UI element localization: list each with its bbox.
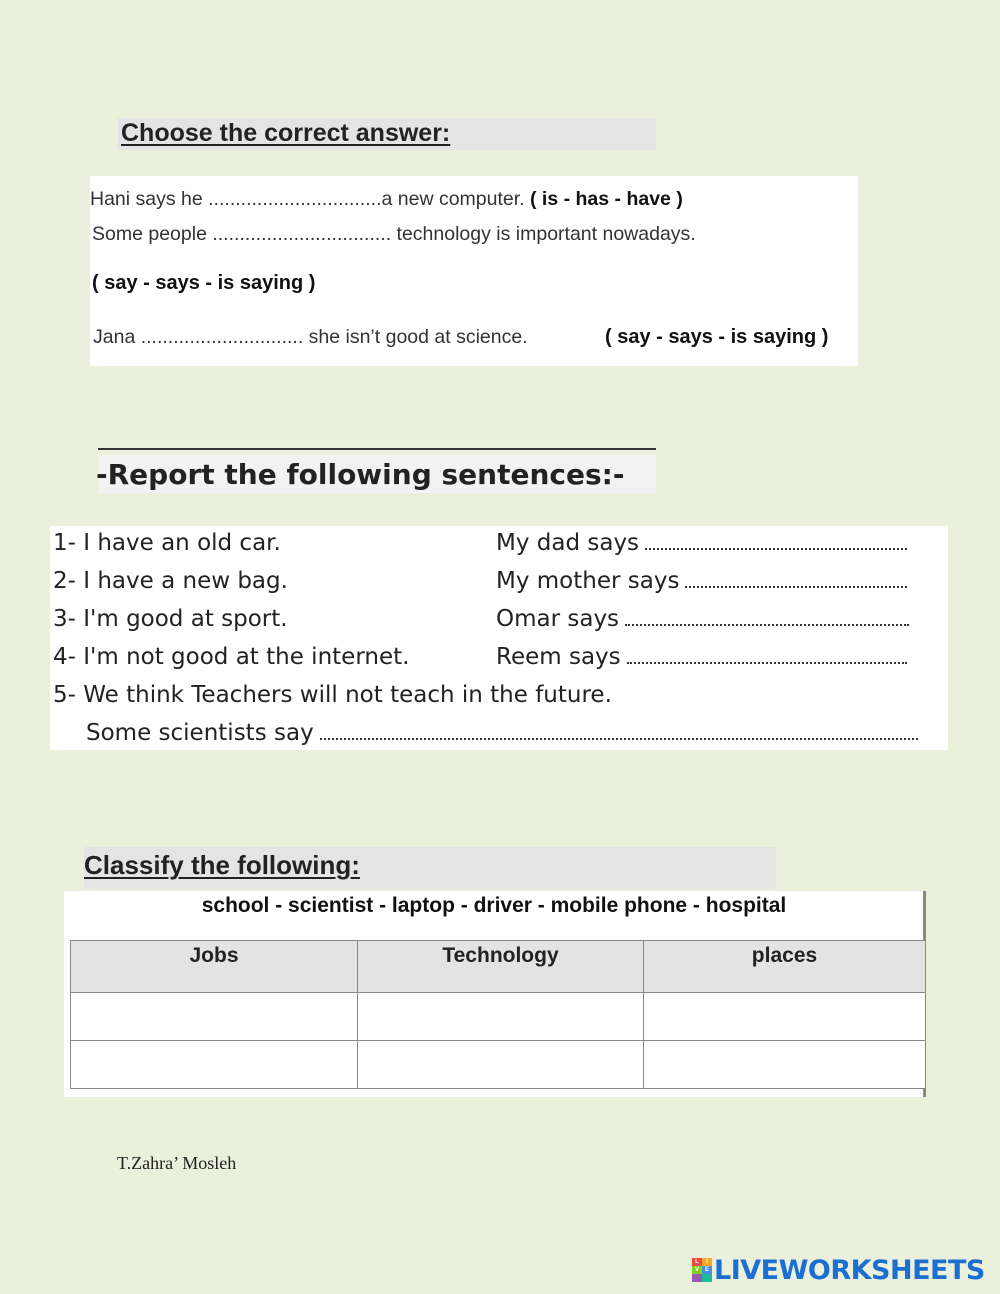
report-sentence-4: 4- I'm not good at the internet. (53, 644, 410, 670)
liveworksheets-logo[interactable] (692, 1254, 985, 1286)
answer-blank-4[interactable] (627, 658, 907, 664)
report-prompt-3: Omar says (496, 606, 620, 632)
heading-rule (98, 448, 656, 450)
report-sentence-3: 3- I'm good at sport. (53, 606, 288, 632)
classify-table (70, 940, 926, 1089)
question-3-options: ( say - says - is saying ) (605, 326, 829, 348)
report-sentence-5: 5- We think Teachers will not teach in the future. (53, 682, 612, 708)
table-row (71, 993, 926, 1041)
logo-icon-letter: E (702, 1266, 712, 1274)
report-prompt-2: My mother says (496, 568, 680, 594)
answer-blank-3[interactable] (625, 620, 909, 626)
question-2-options: ( say - says - is saying ) (92, 272, 316, 294)
report-prompt-5: Some scientists say (86, 720, 314, 746)
logo-icon-letter: V (692, 1266, 702, 1274)
answer-cell-technology-1[interactable] (358, 993, 644, 1041)
heading-report-sentences: -Report the following sentences:- (96, 458, 625, 491)
question-1-text: Hani says he ................................a new computer. (90, 188, 531, 210)
word-bank: school - scientist - laptop - driver - mobile phone - hospital (201, 894, 787, 917)
heading-classify: Classify the following: (84, 850, 360, 880)
answer-cell-places-2[interactable] (644, 1041, 926, 1089)
report-sentence-2: 2- I have a new bag. (53, 568, 288, 594)
heading-choose-correct-answer: Choose the correct answer: (121, 119, 451, 147)
logo-icon-letter (692, 1274, 702, 1282)
table-row (71, 1041, 926, 1089)
question-1 (90, 188, 683, 211)
logo-icon-letter: I (702, 1258, 712, 1266)
author-credit: T.Zahra’ Mosleh (117, 1153, 237, 1173)
answer-cell-places-1[interactable] (644, 993, 926, 1041)
question-2-text: Some people ................................. technology is important nowadays. (92, 223, 696, 245)
report-prompt-4: Reem says (496, 644, 621, 670)
report-box (50, 526, 948, 750)
question-1-options: ( is - has - have ) (530, 188, 683, 210)
report-answer-4 (496, 644, 907, 670)
answer-cell-jobs-2[interactable] (71, 1041, 358, 1089)
logo-icon-letter: L (692, 1258, 702, 1266)
report-answer-1 (496, 530, 907, 556)
question-box (90, 176, 858, 366)
column-header-places: places (644, 941, 926, 993)
answer-blank-5[interactable] (320, 734, 918, 740)
report-answer-5 (86, 720, 918, 746)
report-answer-3 (496, 606, 909, 632)
table-header-row (71, 941, 926, 993)
answer-blank-2[interactable] (685, 582, 907, 588)
report-prompt-1: My dad says (496, 530, 640, 556)
logo-text: LIVEWORKSHEETS (714, 1254, 985, 1286)
liveworksheets-logo-icon (692, 1258, 712, 1282)
answer-cell-jobs-1[interactable] (71, 993, 358, 1041)
answer-blank-1[interactable] (645, 544, 907, 550)
answer-cell-technology-2[interactable] (358, 1041, 644, 1089)
question-3-text: Jana .............................. she isn’t good at science. (93, 326, 528, 348)
report-answer-2 (496, 568, 907, 594)
column-header-jobs: Jobs (71, 941, 358, 993)
logo-icon-letter (702, 1274, 712, 1282)
report-sentence-1: 1- I have an old car. (53, 530, 281, 556)
column-header-technology: Technology (358, 941, 644, 993)
